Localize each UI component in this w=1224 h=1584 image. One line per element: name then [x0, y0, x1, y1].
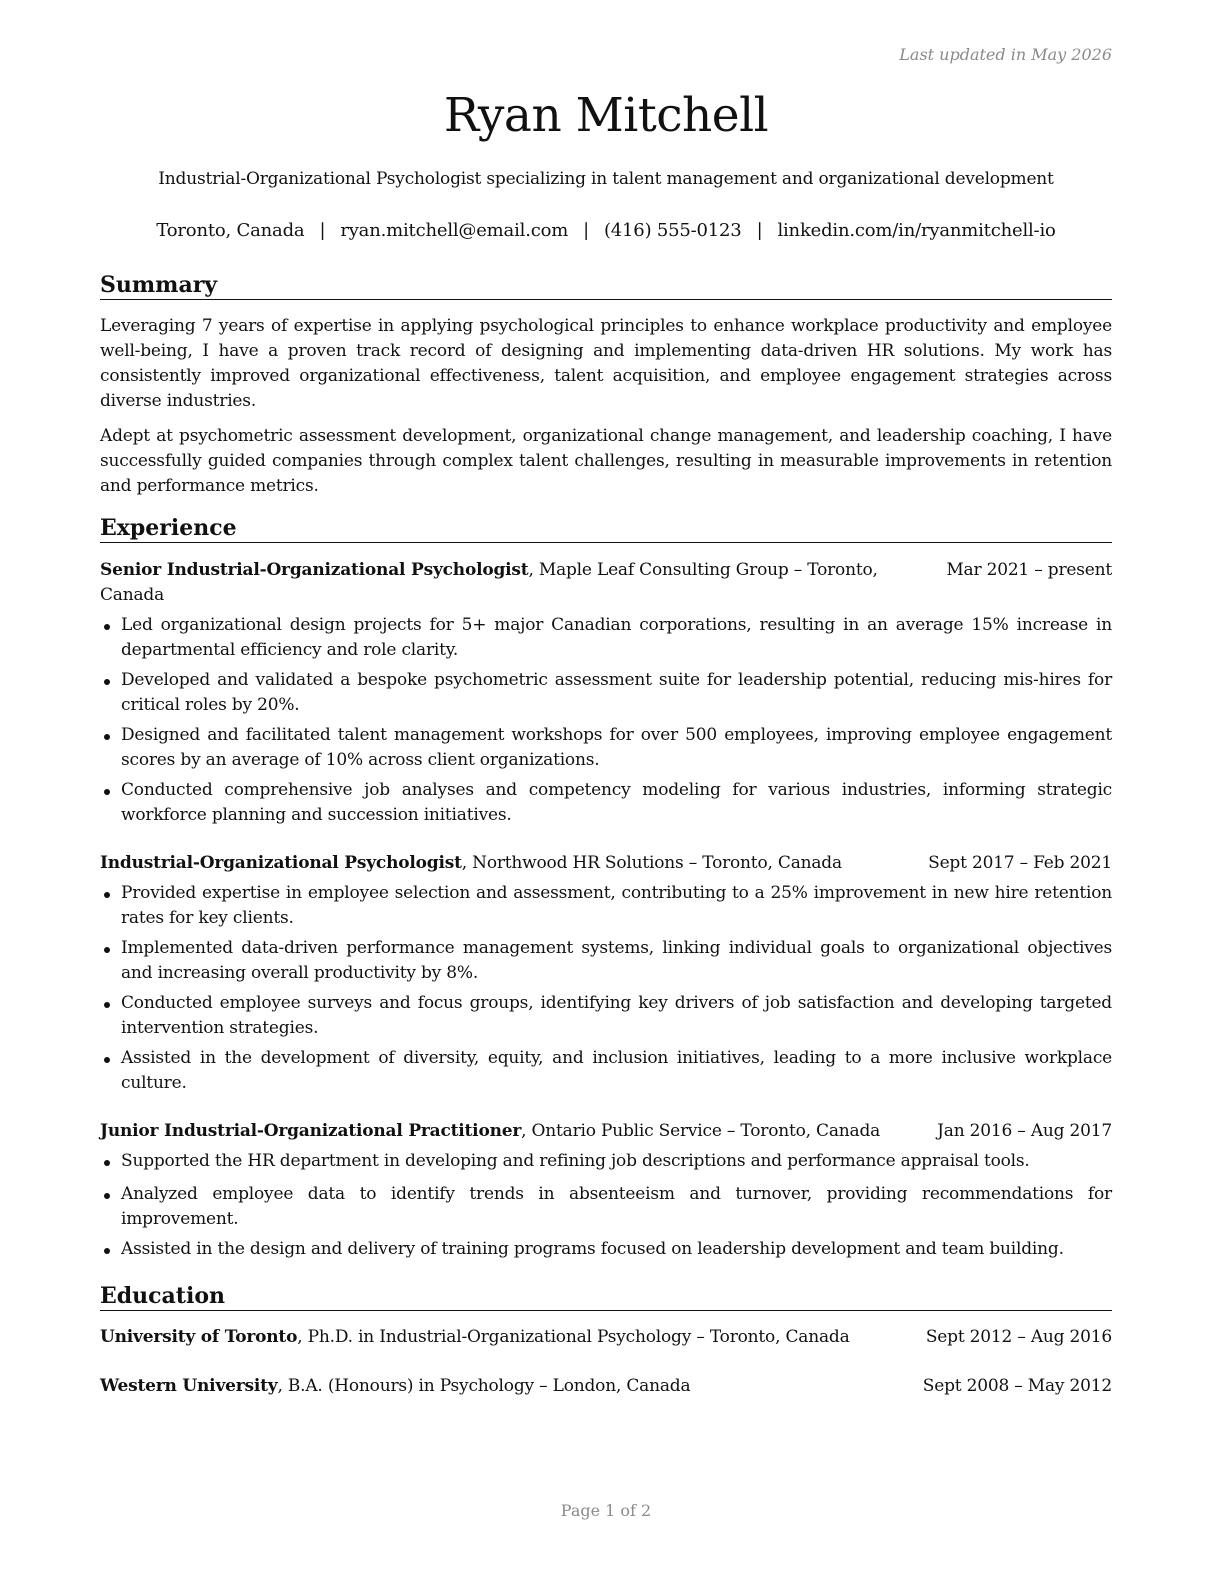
- job-title-line: [100, 851, 890, 876]
- job-bullet: [100, 991, 1112, 1041]
- job-bullet: [100, 1149, 1112, 1174]
- job-header: [100, 558, 1112, 608]
- contact-linkedin[interactable]: linkedin.com/in/ryanmitchell-io: [777, 220, 1056, 241]
- job-bullet: [100, 613, 1112, 663]
- job-bullet: [100, 881, 1112, 931]
- job-header: [100, 851, 1112, 876]
- contact-separator: |: [756, 220, 763, 241]
- summary-heading: Summary: [100, 272, 1112, 300]
- job-bullet-text: Designed and facilitated talent management workshops for over 500 employees, improving employee engagement scores by an average of 10% across client organizations.: [121, 725, 1112, 770]
- experience-heading: Experience: [100, 515, 1112, 543]
- job-title: Industrial-Organizational Psychologist: [100, 853, 462, 873]
- education-degree: , B.A. (Honours) in Psychology – London, Canada: [277, 1376, 691, 1396]
- job-bullet-text: Led organizational design projects for 5+ major Canadian corporations, resulting in an average 15% increase in departmental efficiency and role clarity.: [121, 615, 1112, 660]
- bullet-icon: [104, 1160, 110, 1166]
- job-bullet-text: Assisted in the development of diversity, equity, and inclusion initiatives, leading to a more inclusive workplace culture.: [121, 1048, 1112, 1093]
- bullet-icon: [104, 679, 110, 685]
- job-dates: Jan 2016 – Aug 2017: [937, 1121, 1112, 1141]
- job-dates: Sept 2017 – Feb 2021: [928, 853, 1112, 873]
- contact-phone: (416) 555-0123: [603, 220, 742, 241]
- job-title: Senior Industrial-Organizational Psychologist: [100, 560, 529, 580]
- contact-separator: |: [319, 220, 326, 241]
- contact-email[interactable]: ryan.mitchell@email.com: [340, 220, 569, 241]
- bullet-icon: [104, 789, 110, 795]
- education-school: Western University: [100, 1376, 278, 1396]
- education-dates: Sept 2008 – May 2012: [922, 1376, 1112, 1396]
- bullet-icon: [104, 1057, 110, 1063]
- job-bullet: [100, 778, 1112, 828]
- education-entry: [100, 1325, 1112, 1350]
- job-title-line: [100, 558, 890, 608]
- job-organization: , Northwood HR Solutions – Toronto, Canada: [461, 853, 842, 873]
- job-title: Junior Industrial-Organizational Practitioner: [100, 1121, 522, 1141]
- contact-separator: |: [583, 220, 589, 241]
- bullet-icon: [104, 947, 110, 953]
- summary-paragraph: Adept at psychometric assessment development, organizational change management, and leadership coaching, I have successfully guided companies through complex talent challenges, resulting in measurable improvements in retention and performance metrics.: [100, 426, 1112, 496]
- job-header: [100, 1119, 1112, 1144]
- job-bullet-text: Analyzed employee data to identify trends in absenteeism and turnover, providing recommendations for improvement.: [121, 1184, 1112, 1229]
- page-number: Page 1 of 2: [560, 1501, 652, 1520]
- education-dates: Sept 2012 – Aug 2016: [925, 1327, 1112, 1347]
- education-entry: [100, 1374, 1112, 1399]
- education-school: University of Toronto: [100, 1327, 298, 1347]
- contact-line: [100, 218, 1112, 244]
- job-bullet-list: [100, 613, 1112, 833]
- job-bullet: [100, 1046, 1112, 1096]
- contact-location: Toronto, Canada: [156, 220, 305, 241]
- education-degree: , Ph.D. in Industrial-Organizational Psychology – Toronto, Canada: [297, 1327, 850, 1347]
- job-title-line: [100, 1119, 890, 1144]
- education-heading: Education: [100, 1283, 1112, 1311]
- bullet-icon: [104, 1193, 110, 1199]
- job-bullet-text: Implemented data-driven performance management systems, linking individual goals to organizational objectives and increasing overall productivity by 8%.: [121, 938, 1112, 983]
- job-organization: , Maple Leaf Consulting Group – Toronto, Canada: [100, 560, 878, 605]
- job-bullet: [100, 1237, 1112, 1262]
- candidate-name: Ryan Mitchell: [443, 88, 769, 143]
- bullet-icon: [104, 1002, 110, 1008]
- job-bullet-text: Assisted in the design and delivery of training programs focused on leadership development and team building.: [121, 1239, 1064, 1259]
- job-bullet-text: Supported the HR department in developing and refining job descriptions and performance appraisal tools.: [121, 1151, 1030, 1171]
- last-updated-note: Last updated in May 2026: [899, 45, 1112, 64]
- job-organization: , Ontario Public Service – Toronto, Canada: [521, 1121, 881, 1141]
- resume-page: [100, 0, 1112, 1584]
- bullet-icon: [104, 624, 110, 630]
- job-bullet: [100, 723, 1112, 773]
- job-bullet-text: Provided expertise in employee selection and assessment, contributing to a 25% improvement in new hire retention rates for key clients.: [121, 883, 1112, 928]
- job-bullet: [100, 668, 1112, 718]
- professional-tagline: Industrial-Organizational Psychologist specializing in talent management and organizational development: [158, 169, 1054, 189]
- job-bullet: [100, 936, 1112, 986]
- bullet-icon: [104, 734, 110, 740]
- job-bullet: [100, 1182, 1112, 1232]
- job-bullet-text: Developed and validated a bespoke psychometric assessment suite for leadership potential, reducing mis-hires for critical roles by 20%.: [121, 670, 1112, 715]
- bullet-icon: [104, 1248, 110, 1254]
- job-bullet-list: [100, 881, 1112, 1101]
- job-bullet-text: Conducted comprehensive job analyses and competency modeling for various industries, informing strategic workforce planning and succession initiatives.: [121, 780, 1112, 825]
- summary-paragraph: Leveraging 7 years of expertise in applying psychological principles to enhance workplace productivity and employee well-being, I have a proven track record of designing and implementing data-driven HR solutions. My work has consistently improved organizational effectiveness, talent acquisition, and employee engagement strategies across diverse industries.: [100, 316, 1112, 411]
- job-dates: Mar 2021 – present: [946, 560, 1112, 580]
- job-bullet-text: Conducted employee surveys and focus groups, identifying key drivers of job satisfaction and developing targeted intervention strategies.: [121, 993, 1112, 1038]
- bullet-icon: [104, 892, 110, 898]
- job-bullet-list: [100, 1149, 1112, 1267]
